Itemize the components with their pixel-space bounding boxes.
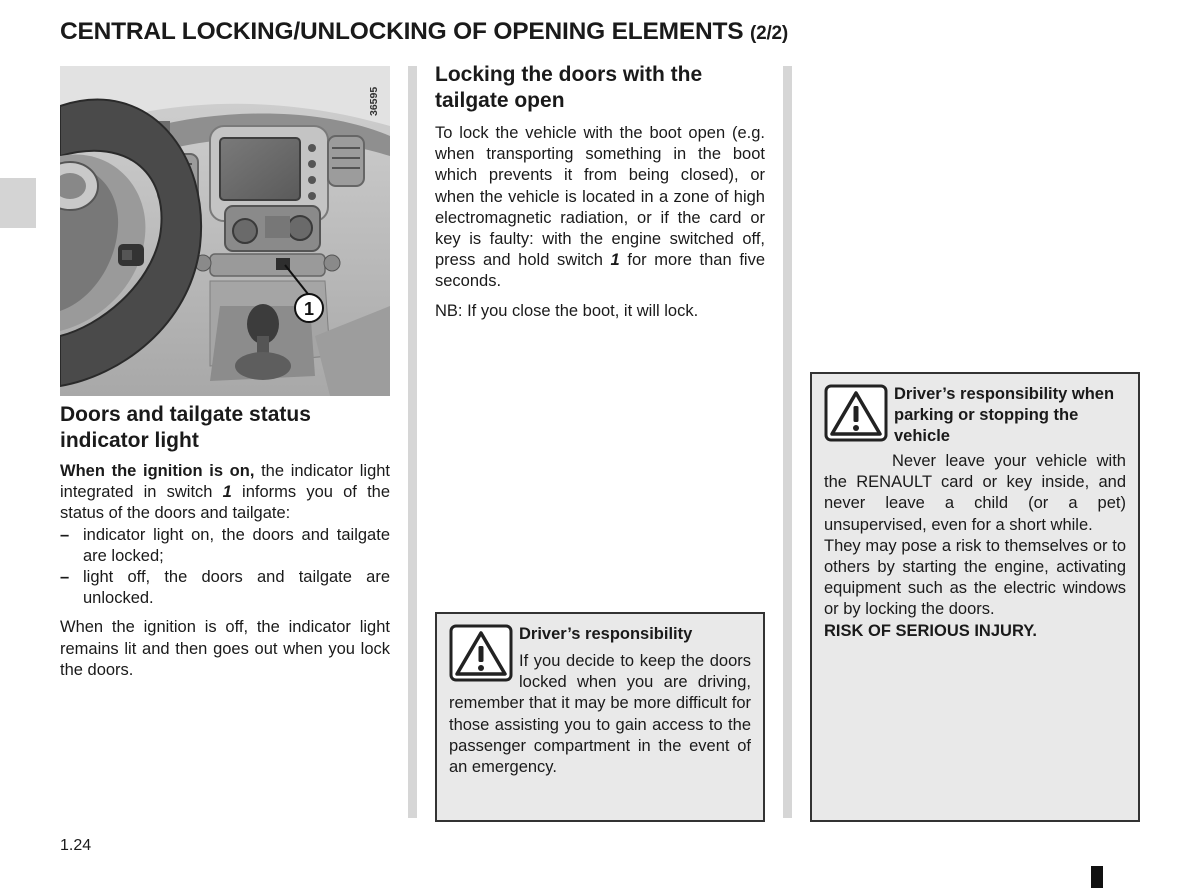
callout-label: 1	[303, 299, 315, 319]
page-title-part: (2/2)	[749, 23, 789, 44]
list-dash: –	[60, 525, 70, 544]
warning-text: Never leave your vehicle with the RENAULT card or key inside, and never leave a child (or a pet) unsupervised, even for a short while.	[824, 452, 1126, 534]
warning-emphasis: RISK OF SERIOUS INJURY.	[824, 621, 1038, 640]
figure-code: 36595	[368, 86, 380, 116]
warning-title: Driver’s responsibility when parking or stopping the vehicle	[894, 385, 1115, 445]
page-title	[60, 18, 788, 46]
page-number: 1.24	[60, 837, 92, 854]
intro-part-a: the indicator light integrated in switch	[60, 462, 391, 502]
para-part-a: To lock the vehicle with the boot open (e.g. when transporting something in the boot which prevents it from being closed), or when the vehicle is located in a zone of high electromagnetic radiation, or if the card or key is faulty: with the engine switched off, press and hold switch	[435, 124, 765, 270]
page-title-text: CENTRAL LOCKING/UNLOCKING OF OPENING ELEMENTS	[60, 18, 744, 45]
warning-text: If you decide to keep the doors locked when you are driving, remember that it may be more difficult for those assisting you to gain access to the passenger compartment in the event of an emergency.	[449, 652, 751, 777]
section-tab-marker	[0, 178, 36, 228]
column-divider-right	[783, 66, 792, 818]
intro-switch-ref: 1	[222, 483, 232, 502]
list-item	[60, 525, 390, 567]
warning-box-driving	[435, 612, 765, 822]
status-list	[60, 525, 390, 610]
warning-text-2: They may pose a risk to themselves or to others by starting the engine, activating equipment such as the electric windows or by locking the doors.	[824, 536, 1126, 619]
indicator-light-heading: Doors and tailgate status indicator light	[60, 403, 311, 452]
boot-note: NB: If you close the boot, it will lock.	[435, 301, 699, 320]
list-item-text: light off, the doors and tailgate are unlocked.	[83, 568, 390, 608]
middle-column	[435, 62, 765, 322]
list-item-text: indicator light on, the doors and tailgate are locked;	[83, 525, 390, 565]
indicator-intro	[60, 461, 390, 525]
left-column	[60, 402, 390, 681]
list-dash: –	[60, 568, 70, 587]
dashboard-photo	[60, 66, 390, 396]
warning-triangle-icon	[449, 624, 513, 682]
column-divider-left	[408, 66, 417, 818]
warning-box-parking	[810, 372, 1140, 822]
warning-triangle-icon	[824, 384, 888, 442]
ignition-off-paragraph: When the ignition is off, the indicator light remains lit and then goes out when you lock the doors.	[60, 618, 390, 679]
tailgate-open-heading: Locking the doors with the tailgate open	[435, 63, 703, 112]
intro-part-b: informs you of the status of the doors and tailgate:	[60, 483, 391, 523]
para-part-b: for more than five seconds.	[435, 251, 765, 291]
warning-title: Driver’s responsibility	[519, 625, 693, 643]
intro-bold: When the ignition is on,	[60, 462, 255, 480]
list-item	[60, 567, 390, 609]
page-corner-mark	[1091, 866, 1103, 888]
tailgate-open-paragraph	[435, 123, 765, 293]
para-switch-ref: 1	[610, 251, 620, 270]
